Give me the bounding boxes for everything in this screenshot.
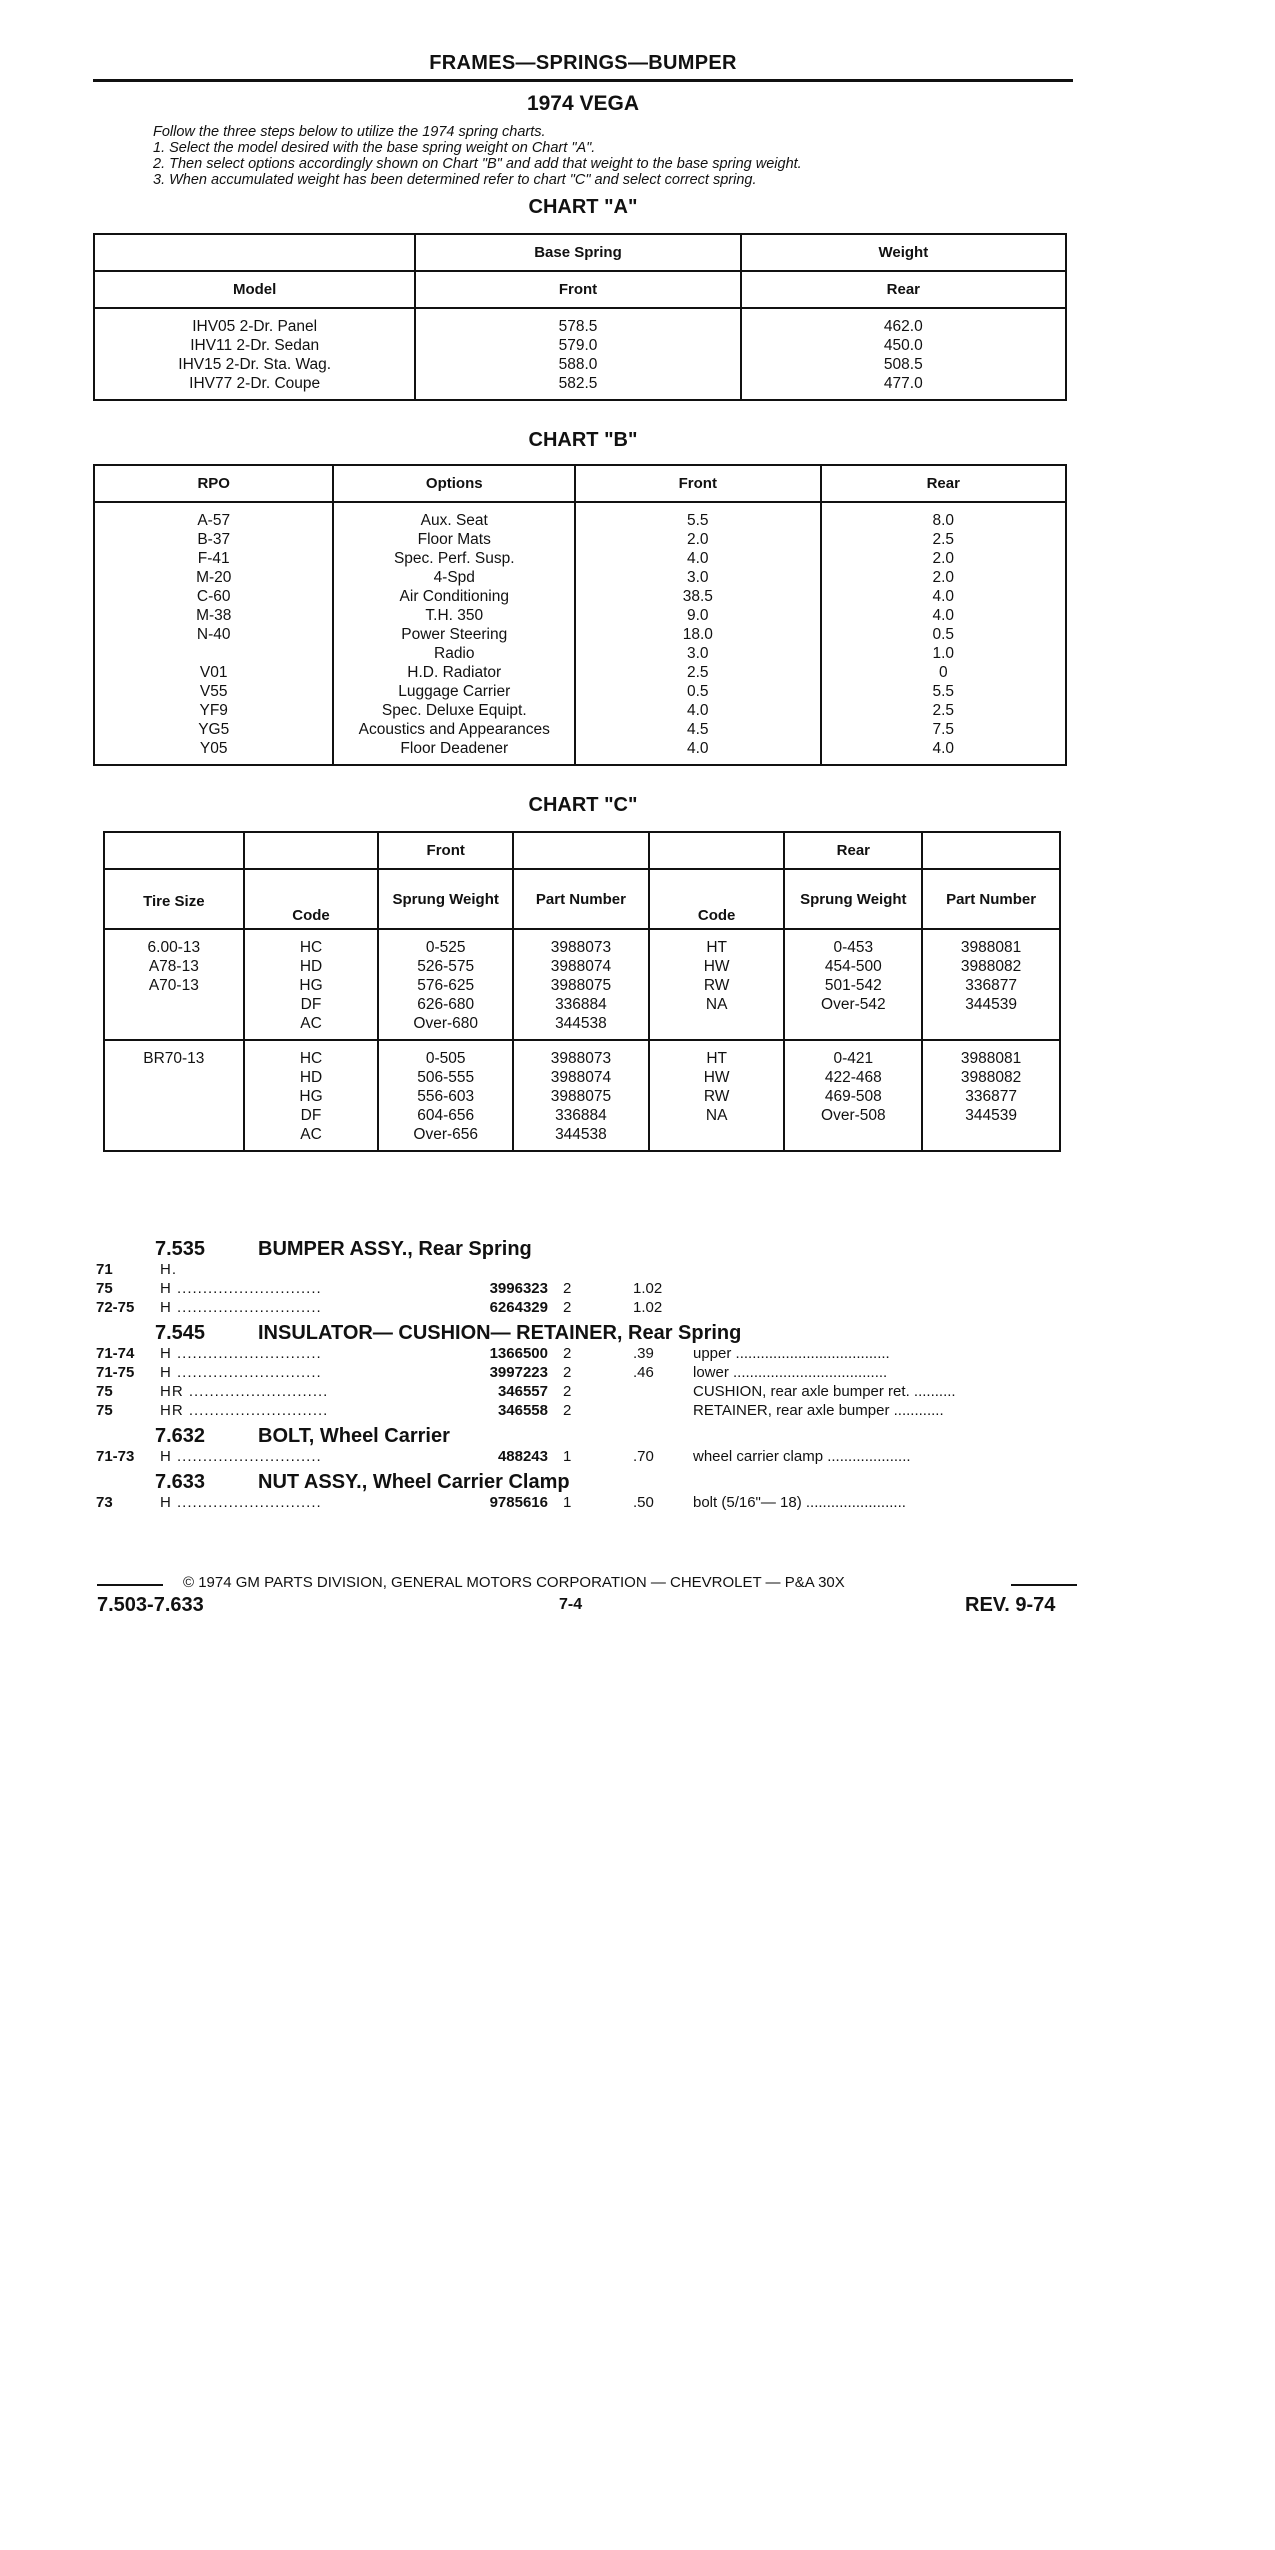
table-cell: HT: [706, 1050, 727, 1067]
chart-c-front-part-column: [513, 1040, 649, 1151]
list-item: [93, 1448, 1093, 1467]
list-item: [93, 1261, 1093, 1280]
part-pn: 346558: [497, 1402, 548, 1419]
table-cell: 469-508: [824, 1088, 882, 1105]
footer-rule-right: [1011, 1584, 1077, 1586]
chart-c-header-blank: [513, 832, 649, 869]
catalog-page: [93, 52, 1073, 1152]
table-cell: 344538: [555, 1126, 607, 1143]
table-cell: 4.0: [687, 740, 709, 757]
table-cell: 9.0: [687, 607, 709, 624]
instruction-line: 1. Select the model desired with the base spring weight on Chart "A".: [153, 140, 596, 156]
part-group-name: NUT ASSY., Wheel Carrier Clamp: [258, 1471, 570, 1493]
chart-c-header-blank: [649, 832, 785, 869]
part-group-name: BUMPER ASSY., Rear Spring: [258, 1238, 532, 1260]
table-cell: 0-421: [833, 1050, 874, 1067]
chart-c-rear-weight-column: [784, 1040, 922, 1151]
part-qty: 2: [563, 1383, 572, 1400]
table-cell: NA: [705, 996, 728, 1013]
table-cell: NA: [705, 1107, 728, 1124]
part-group-heading: [155, 1425, 1093, 1448]
footer-group-range: 7.503-7.633: [97, 1594, 204, 1616]
table-cell: 3988073: [550, 1050, 612, 1067]
part-lead: HR ...........................: [160, 1402, 329, 1419]
table-cell: 5.5: [932, 683, 955, 700]
table-cell: RW: [703, 977, 730, 994]
table-cell: 3988081: [960, 1050, 1022, 1067]
part-lead: H ............................: [160, 1364, 322, 1381]
table-cell: H.D. Radiator: [407, 664, 502, 681]
table-cell: 6.00-13: [147, 939, 201, 956]
part-desc: wheel carrier clamp ....................: [693, 1448, 911, 1465]
chart-c-tires-column: [104, 929, 244, 1040]
part-yr: 75: [96, 1383, 113, 1400]
part-group-number: 7.545: [155, 1322, 206, 1344]
table-cell: 454-500: [824, 958, 882, 975]
table-cell: N-40: [196, 626, 231, 643]
table-cell: C-60: [196, 588, 231, 605]
chart-c-rear-part-column: [922, 929, 1060, 1040]
part-hrs: 1.02: [633, 1299, 663, 1316]
chart-b-front-column: [575, 502, 820, 765]
chart-c-header-blank: [244, 832, 379, 869]
table-cell: 2.0: [687, 531, 709, 548]
table-cell: Spec. Perf. Susp.: [393, 550, 515, 567]
footer-page-number: 7-4: [559, 1596, 583, 1613]
chart-c-rear-weight-column: [784, 929, 922, 1040]
chart-c-front-code-column: [244, 1040, 379, 1151]
table-cell: 2.5: [932, 531, 955, 548]
table-cell: 462.0: [883, 318, 923, 335]
table-cell: 3988081: [960, 939, 1022, 956]
table-cell: Over-680: [413, 1015, 479, 1032]
chart-c-header-blank: [104, 832, 244, 869]
part-qty: 2: [563, 1345, 572, 1362]
table-cell: Radio: [434, 645, 475, 662]
chart-a-group-header: Weight: [741, 234, 1066, 271]
part-desc: CUSHION, rear axle bumper ret. ..........: [693, 1383, 956, 1400]
chart-c-group-header: Front: [378, 832, 513, 869]
table-cell: Over-656: [413, 1126, 479, 1143]
part-hrs: 1.02: [633, 1280, 663, 1297]
table-cell: 0-505: [425, 1050, 466, 1067]
table-cell: 0-525: [425, 939, 466, 956]
table-cell: 0-453: [833, 939, 874, 956]
part-pn: 488243: [497, 1448, 548, 1465]
table-cell: 7.5: [932, 721, 955, 738]
footer-rule-left: [97, 1584, 163, 1586]
part-yr: 71-74: [96, 1345, 135, 1362]
part-yr: 71: [96, 1261, 113, 1278]
part-yr: 71-73: [96, 1448, 135, 1465]
chart-c-group: [104, 929, 1060, 1040]
part-group-number: 7.632: [155, 1425, 206, 1447]
chart-b-options-column: [333, 502, 575, 765]
chart-c-col-header: Part Number: [513, 869, 649, 929]
table-cell: 4-Spd: [433, 569, 475, 586]
table-cell: 336877: [965, 1088, 1017, 1105]
part-hrs: .39: [633, 1345, 654, 1362]
table-cell: IHV77 2-Dr. Coupe: [189, 375, 321, 392]
table-cell: M-20: [196, 569, 232, 586]
chart-b-col-header: Options: [333, 465, 575, 502]
table-cell: AC: [300, 1126, 322, 1143]
table-cell: 344539: [965, 996, 1017, 1013]
chart-b-col-header: RPO: [94, 465, 333, 502]
chart-b-col-header: Rear: [821, 465, 1066, 502]
table-cell: 508.5: [883, 356, 923, 373]
part-qty: 2: [563, 1280, 572, 1297]
table-cell: IHV15 2-Dr. Sta. Wag.: [178, 356, 332, 373]
table-cell: 3988074: [550, 958, 612, 975]
chart-c-front-weight-column: [378, 1040, 513, 1151]
table-cell: 5.5: [687, 512, 709, 529]
table-cell: 0.5: [932, 626, 955, 643]
table-cell: 2.0: [932, 569, 955, 586]
part-pn: 1366500: [489, 1345, 548, 1362]
table-cell: 604-656: [417, 1107, 475, 1124]
list-item: [93, 1383, 1093, 1402]
part-yr: 71-75: [96, 1364, 135, 1381]
table-cell: 422-468: [824, 1069, 882, 1086]
chart-c-col-header: Code: [649, 869, 785, 929]
footer-copyright: © 1974 GM PARTS DIVISION, GENERAL MOTORS CORPORATION — CHEVROLET — P&A 30X: [183, 1574, 845, 1591]
chart-c-col-header: Sprung Weight: [784, 869, 922, 929]
chart-a-table: [93, 233, 1067, 401]
table-cell: Aux. Seat: [420, 512, 488, 529]
table-cell: Luggage Carrier: [398, 683, 511, 700]
table-cell: 3988075: [550, 1088, 612, 1105]
table-cell: BR70-13: [143, 1050, 205, 1067]
list-item: [93, 1345, 1093, 1364]
chart-a-rear: [741, 308, 1066, 400]
table-cell: HW: [703, 958, 730, 975]
table-cell: 3988074: [550, 1069, 612, 1086]
chart-c-group: [104, 1040, 1060, 1151]
chart-a-models: [94, 308, 415, 400]
part-qty: 1: [563, 1448, 572, 1465]
chart-a-col-header: Model: [94, 271, 415, 308]
chart-c-table: [103, 831, 1061, 1152]
table-cell: A-57: [197, 512, 231, 529]
table-cell: 2.5: [687, 664, 709, 681]
table-cell: 3988082: [960, 1069, 1022, 1086]
table-cell: 450.0: [883, 337, 923, 354]
footer-revision: REV. 9-74: [965, 1594, 1056, 1616]
header-rule: [93, 79, 1073, 82]
table-cell: 4.5: [687, 721, 709, 738]
table-cell: DF: [300, 996, 322, 1013]
table-cell: 588.0: [558, 356, 598, 373]
table-cell: 2.0: [932, 550, 955, 567]
table-cell: V55: [199, 683, 228, 700]
chart-c-tires-column: [104, 1040, 244, 1151]
part-desc: lower .....................................: [693, 1364, 888, 1381]
chart-b-rpo-column: [94, 502, 333, 765]
table-cell: IHV05 2-Dr. Panel: [192, 318, 318, 335]
table-cell: 3988075: [550, 977, 612, 994]
table-cell: 0.5: [687, 683, 709, 700]
instruction-line: Follow the three steps below to utilize the 1974 spring charts.: [153, 124, 546, 140]
chart-c-front-weight-column: [378, 929, 513, 1040]
table-cell: HD: [299, 958, 323, 975]
table-cell: HD: [299, 1069, 323, 1086]
table-cell: Y05: [199, 740, 228, 757]
part-yr: 72-75: [96, 1299, 135, 1316]
table-cell: 4.0: [932, 588, 955, 605]
list-item: [93, 1494, 1093, 1513]
part-pn: 3997223: [489, 1364, 548, 1381]
table-cell: 579.0: [558, 337, 598, 354]
table-cell: 3.0: [687, 569, 709, 586]
section-header: FRAMES—SPRINGS—BUMPER: [429, 52, 737, 74]
part-qty: 1: [563, 1494, 572, 1511]
table-cell: Over-508: [821, 1107, 886, 1124]
table-cell: YG5: [198, 721, 230, 738]
part-lead: H ............................: [160, 1280, 322, 1297]
table-cell: Floor Deadener: [400, 740, 509, 757]
table-cell: Air Conditioning: [399, 588, 509, 605]
table-cell: HC: [299, 1050, 323, 1067]
list-item: [93, 1299, 1093, 1318]
table-cell: 336877: [965, 977, 1017, 994]
list-item: [93, 1280, 1093, 1299]
list-item: [93, 1402, 1093, 1421]
table-cell: Floor Mats: [417, 531, 491, 548]
chart-b-table: [93, 464, 1067, 766]
table-cell: 4.0: [932, 607, 955, 624]
table-cell: 477.0: [883, 375, 923, 392]
table-cell: 38.5: [682, 588, 713, 605]
table-cell: 0: [938, 664, 948, 681]
part-group-heading: [155, 1322, 1093, 1345]
table-cell: F-41: [197, 550, 230, 567]
page-title: 1974 VEGA: [526, 92, 640, 115]
table-cell: 4.0: [687, 550, 709, 567]
part-qty: 2: [563, 1402, 572, 1419]
part-group-number: 7.633: [155, 1471, 206, 1493]
chart-a-title: CHART "A": [528, 196, 638, 218]
part-pn: 346557: [497, 1383, 548, 1400]
chart-a-header-blank: [94, 234, 415, 271]
page-footer: [93, 1574, 1093, 1618]
table-cell: YF9: [199, 702, 228, 719]
table-cell: 556-603: [417, 1088, 475, 1105]
part-lead: H.: [160, 1261, 177, 1278]
chart-c-col-header: Part Number: [922, 869, 1060, 929]
table-cell: A70-13: [148, 977, 199, 994]
chart-c-col-header: Sprung Weight: [378, 869, 513, 929]
table-cell: Spec. Deluxe Equipt.: [381, 702, 527, 719]
part-lead: H ............................: [160, 1494, 322, 1511]
part-yr: 75: [96, 1402, 113, 1419]
part-lead: HR ...........................: [160, 1383, 329, 1400]
chart-c-rear-code-column: [649, 1040, 785, 1151]
chart-b-col-header: Front: [575, 465, 820, 502]
instruction-line: 3. When accumulated weight has been determined refer to chart "C" and select correct spring.: [153, 172, 757, 188]
table-cell: HC: [299, 939, 323, 956]
instruction-line: 2. Then select options accordingly shown on Chart "B" and add that weight to the base spring weight.: [153, 156, 802, 172]
part-qty: 2: [563, 1364, 572, 1381]
chart-c-group-header: Rear: [784, 832, 922, 869]
table-cell: 582.5: [558, 375, 598, 392]
part-lead: H ............................: [160, 1345, 322, 1362]
table-cell: M-38: [196, 607, 232, 624]
table-cell: 576-625: [417, 977, 475, 994]
table-cell: 2.5: [932, 702, 955, 719]
part-hrs: .50: [633, 1494, 654, 1511]
table-cell: 18.0: [682, 626, 713, 643]
table-cell: T.H. 350: [425, 607, 484, 624]
part-pn: 9785616: [489, 1494, 548, 1511]
table-cell: HT: [706, 939, 727, 956]
part-desc: upper .....................................: [693, 1345, 890, 1362]
part-hrs: .70: [633, 1448, 654, 1465]
table-cell: 8.0: [932, 512, 955, 529]
table-cell: A78-13: [148, 958, 199, 975]
chart-c-front-code-column: [244, 929, 379, 1040]
part-group-name: INSULATOR— CUSHION— RETAINER, Rear Spring: [258, 1322, 742, 1344]
table-cell: IHV11 2-Dr. Sedan: [190, 337, 320, 354]
part-pn: 3996323: [489, 1280, 548, 1297]
table-cell: 578.5: [558, 318, 598, 335]
part-yr: 73: [96, 1494, 113, 1511]
table-cell: 336884: [555, 996, 607, 1013]
table-cell: V01: [199, 664, 228, 681]
part-yr: 75: [96, 1280, 113, 1297]
table-cell: HG: [299, 1088, 323, 1105]
chart-b-rear-column: [821, 502, 1066, 765]
list-item: [93, 1364, 1093, 1383]
chart-c-front-part-column: [513, 929, 649, 1040]
part-lead: H ............................: [160, 1448, 322, 1465]
table-cell: 336884: [555, 1107, 607, 1124]
parts-listing: [93, 1238, 1093, 1513]
part-group-number: 7.535: [155, 1238, 206, 1260]
chart-c-col-header: Code: [244, 869, 379, 929]
part-qty: 2: [563, 1299, 572, 1316]
part-desc: bolt (5/16"— 18) ........................: [693, 1494, 906, 1511]
chart-c-title: CHART "C": [528, 794, 638, 816]
table-cell: [95, 644, 332, 663]
part-group-name: BOLT, Wheel Carrier: [258, 1425, 450, 1447]
table-cell: 4.0: [687, 702, 709, 719]
table-cell: 344538: [555, 1015, 607, 1032]
table-cell: AC: [300, 1015, 322, 1032]
part-group-heading: [155, 1471, 1093, 1494]
part-desc: RETAINER, rear axle bumper ............: [693, 1402, 944, 1419]
part-hrs: .46: [633, 1364, 654, 1381]
table-cell: 526-575: [417, 958, 475, 975]
part-group-heading: [155, 1238, 1093, 1261]
chart-a-col-header: Front: [415, 271, 740, 308]
chart-c-rear-code-column: [649, 929, 785, 1040]
table-cell: HW: [703, 1069, 730, 1086]
table-cell: 1.0: [932, 645, 955, 662]
table-cell: DF: [300, 1107, 322, 1124]
table-cell: 506-555: [417, 1069, 475, 1086]
part-pn: 6264329: [489, 1299, 548, 1316]
table-cell: B-37: [197, 531, 231, 548]
table-cell: 3.0: [687, 645, 709, 662]
table-cell: Power Steering: [401, 626, 508, 643]
instructions: [153, 124, 1073, 188]
chart-a-col-header: Rear: [741, 271, 1066, 308]
table-cell: 344539: [965, 1107, 1017, 1124]
table-cell: Over-542: [821, 996, 886, 1013]
table-cell: RW: [703, 1088, 730, 1105]
table-cell: 4.0: [932, 740, 955, 757]
chart-a-front: [415, 308, 740, 400]
table-cell: Acoustics and Appearances: [358, 721, 550, 738]
chart-c-col-header: Tire Size: [104, 869, 244, 929]
table-cell: 501-542: [824, 977, 882, 994]
chart-a-group-header: Base Spring: [415, 234, 740, 271]
chart-c-header-blank: [922, 832, 1060, 869]
table-cell: 626-680: [417, 996, 475, 1013]
chart-b-title: CHART "B": [528, 429, 638, 451]
chart-c-rear-part-column: [922, 1040, 1060, 1151]
part-lead: H ............................: [160, 1299, 322, 1316]
table-cell: HG: [299, 977, 323, 994]
table-cell: 3988082: [960, 958, 1022, 975]
table-cell: 3988073: [550, 939, 612, 956]
